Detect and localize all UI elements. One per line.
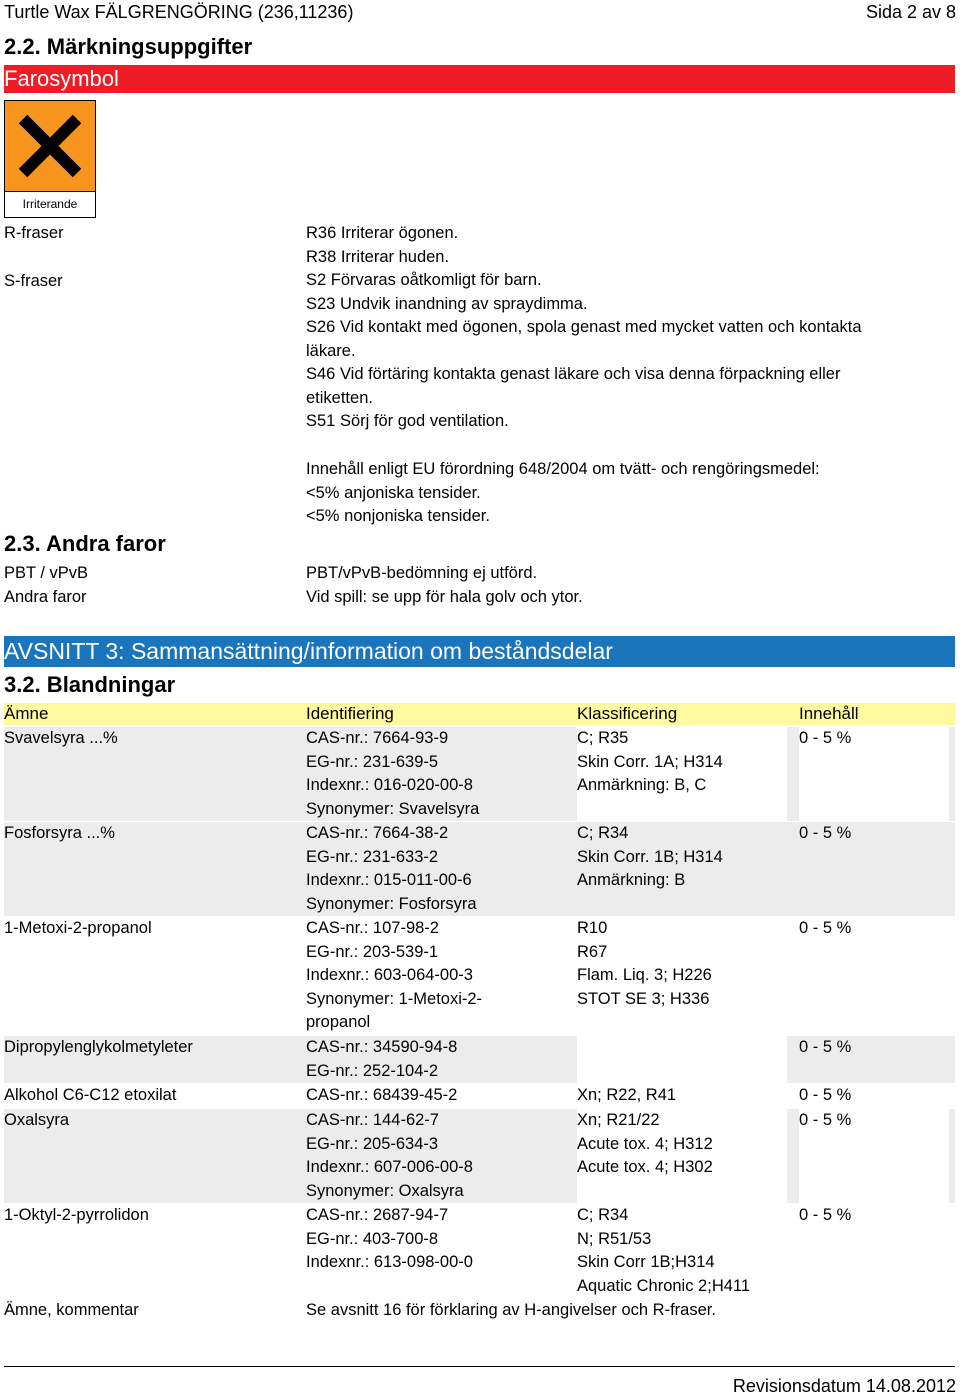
s-phrase: S23 Undvik inandning av spraydimma. bbox=[306, 294, 588, 313]
table-header bbox=[4, 703, 955, 725]
identification-cell bbox=[306, 1204, 566, 1275]
section-heading-2-3: 2.3. Andra faror bbox=[4, 531, 166, 556]
classification-cell bbox=[577, 822, 787, 893]
identification-cell bbox=[306, 917, 566, 1035]
class-line: C; R34 bbox=[577, 824, 629, 842]
class-line: R67 bbox=[577, 942, 608, 961]
ident-line: Synonymer: 1-Metoxi-2- bbox=[306, 989, 483, 1008]
phrases-list bbox=[306, 222, 926, 434]
ident-line: CAS-nr.: 2687-94-7 bbox=[306, 1206, 449, 1224]
footer-divider bbox=[4, 1366, 955, 1367]
ident-line: propanol bbox=[306, 1013, 371, 1031]
comment-value: Se avsnitt 16 för förklaring av H-angivelser och R-fraser. bbox=[306, 1301, 716, 1319]
ident-line: CAS-nr.: 107-98-2 bbox=[306, 919, 439, 937]
r-phrase: R38 Irriterar huden. bbox=[306, 247, 450, 266]
ident-line: Indexnr.: 607-006-00-8 bbox=[306, 1158, 473, 1176]
ident-line: EG-nr.: 205-634-3 bbox=[306, 1134, 439, 1153]
substance-name: Alkohol C6-C12 etoxilat bbox=[4, 1086, 177, 1104]
substance-name: Oxalsyra bbox=[4, 1111, 70, 1129]
ident-line: Synonymer: Oxalsyra bbox=[306, 1181, 464, 1200]
ident-line: Indexnr.: 613-098-00-0 bbox=[306, 1253, 473, 1271]
class-line: R10 bbox=[577, 919, 608, 937]
detergent-info bbox=[306, 458, 926, 529]
class-line: Flam. Liq. 3; H226 bbox=[577, 966, 712, 984]
s-phrase: läkare. bbox=[306, 341, 356, 360]
identification-cell bbox=[306, 1109, 566, 1203]
substance-name: 1-Metoxi-2-propanol bbox=[4, 919, 152, 937]
column-header-classification: Klassificering bbox=[577, 704, 678, 723]
ident-line: Synonymer: Fosforsyra bbox=[306, 894, 477, 913]
page-number: Sida 2 av 8 bbox=[865, 2, 956, 22]
class-line: Skin Corr 1B;H314 bbox=[577, 1253, 715, 1271]
ident-line: CAS-nr.: 144-62-7 bbox=[306, 1111, 439, 1129]
ident-line: CAS-nr.: 68439-45-2 bbox=[306, 1086, 458, 1104]
section-heading-2-2: 2.2. Märkningsuppgifter bbox=[4, 34, 253, 59]
class-line: Skin Corr. 1B; H314 bbox=[577, 847, 723, 866]
other-hazards-label: Andra faror bbox=[4, 588, 87, 606]
ident-line: EG-nr.: 403-700-8 bbox=[306, 1229, 439, 1248]
class-line: Xn; R22, R41 bbox=[577, 1086, 677, 1104]
s-phrase: S46 Vid förtäring kontakta genast läkare och visa denna förpackning eller bbox=[306, 365, 841, 383]
ident-line: Indexnr.: 016-020-00-8 bbox=[306, 776, 473, 794]
hazard-pictogram bbox=[4, 100, 96, 218]
farosymbol-label: Farosymbol bbox=[4, 66, 119, 91]
content-cell: 0 - 5 % bbox=[799, 1038, 852, 1056]
identification-cell bbox=[306, 1036, 566, 1083]
table-row bbox=[4, 1204, 955, 1298]
document-title: Turtle Wax FÄLGRENGÖRING (236,11236) bbox=[4, 2, 354, 22]
classification-cell bbox=[577, 1109, 787, 1203]
ident-line: EG-nr.: 252-104-2 bbox=[306, 1061, 439, 1080]
column-header-substance: Ämne bbox=[4, 704, 49, 723]
table-row bbox=[4, 1109, 955, 1203]
hazard-caption: Irriterande bbox=[4, 192, 96, 218]
ident-line: Indexnr.: 603-064-00-3 bbox=[306, 966, 473, 984]
substance-name: Svavelsyra ...% bbox=[4, 729, 118, 747]
comment-label: Ämne, kommentar bbox=[4, 1301, 139, 1319]
classification-cell bbox=[577, 727, 787, 821]
detergent-line: Innehåll enligt EU förordning 648/2004 om tvätt- och rengöringsmedel: bbox=[306, 460, 820, 478]
ident-line: CAS-nr.: 7664-93-9 bbox=[306, 729, 449, 747]
identification-cell bbox=[306, 822, 566, 916]
s-phrase: S26 Vid kontakt med ögonen, spola genast med mycket vatten och kontakta bbox=[306, 318, 862, 336]
ident-line: CAS-nr.: 7664-38-2 bbox=[306, 824, 449, 842]
s-phrase: etiketten. bbox=[306, 388, 373, 407]
table-row bbox=[4, 1036, 955, 1083]
r-phrase: R36 Irriterar ögonen. bbox=[306, 224, 459, 242]
class-line: C; R34 bbox=[577, 1206, 629, 1224]
section-heading-3-2: 3.2. Blandningar bbox=[4, 672, 176, 697]
ident-line: Synonymer: Svavelsyra bbox=[306, 799, 480, 818]
pbt-label: PBT / vPvB bbox=[4, 564, 89, 582]
section-3-bar bbox=[4, 636, 955, 667]
s-phrases-label: S-fraser bbox=[4, 272, 63, 290]
content-cell: 0 - 5 % bbox=[799, 1109, 949, 1203]
detergent-line: <5% anjoniska tensider. bbox=[306, 483, 481, 502]
revision-date: Revisionsdatum 14.08.2012 bbox=[732, 1376, 956, 1396]
section-3-title: AVSNITT 3: Sammansättning/information om beståndsdelar bbox=[4, 638, 613, 664]
content-cell: 0 - 5 % bbox=[799, 824, 852, 842]
identification-cell bbox=[306, 1084, 566, 1108]
table-row bbox=[4, 917, 955, 1035]
content-cell: 0 - 5 % bbox=[799, 919, 852, 937]
content-cell: 0 - 5 % bbox=[799, 1086, 852, 1104]
detergent-line: <5% nonjoniska tensider. bbox=[306, 507, 490, 525]
class-line: Xn; R21/22 bbox=[577, 1111, 660, 1129]
substance-name: Fosforsyra ...% bbox=[4, 824, 115, 842]
class-line: Aquatic Chronic 2;H411 bbox=[577, 1276, 751, 1295]
s-phrase: S2 Förvaras oåtkomligt för barn. bbox=[306, 271, 542, 289]
table-row bbox=[4, 727, 955, 821]
pbt-value: PBT/vPvB-bedömning ej utförd. bbox=[306, 564, 538, 582]
r-phrases-label: R-fraser bbox=[4, 224, 64, 242]
class-line: Acute tox. 4; H312 bbox=[577, 1134, 713, 1153]
table-row bbox=[4, 1084, 955, 1108]
irritant-x-icon bbox=[4, 100, 96, 192]
classification-cell bbox=[577, 917, 787, 1011]
substance-name: 1-Oktyl-2-pyrrolidon bbox=[4, 1206, 149, 1224]
class-line: N; R51/53 bbox=[577, 1229, 652, 1248]
content-cell: 0 - 5 % bbox=[799, 727, 949, 821]
s-phrase: S51 Sörj för god ventilation. bbox=[306, 412, 509, 430]
ident-line: CAS-nr.: 34590-94-8 bbox=[306, 1038, 458, 1056]
classification-cell bbox=[577, 1204, 787, 1298]
class-line: STOT SE 3; H336 bbox=[577, 989, 710, 1008]
class-line: Acute tox. 4; H302 bbox=[577, 1158, 713, 1176]
class-line: C; R35 bbox=[577, 729, 629, 747]
table-row bbox=[4, 822, 955, 916]
substance-name: Dipropylenglykolmetyleter bbox=[4, 1038, 193, 1056]
classification-cell bbox=[577, 1084, 787, 1108]
classification-cell bbox=[577, 1036, 787, 1083]
ident-line: EG-nr.: 231-633-2 bbox=[306, 847, 439, 866]
column-header-content: Innehåll bbox=[799, 704, 859, 723]
other-hazards-value: Vid spill: se upp för hala golv och ytor. bbox=[306, 588, 583, 606]
column-header-identification: Identifiering bbox=[306, 704, 394, 723]
class-line: Anmärkning: B bbox=[577, 871, 686, 889]
class-line: Skin Corr. 1A; H314 bbox=[577, 752, 723, 771]
farosymbol-bar bbox=[4, 65, 955, 93]
identification-cell bbox=[306, 727, 566, 821]
ident-line: EG-nr.: 231-639-5 bbox=[306, 752, 439, 771]
class-line: Anmärkning: B, C bbox=[577, 776, 707, 794]
ident-line: Indexnr.: 015-011-00-6 bbox=[306, 871, 472, 889]
content-cell: 0 - 5 % bbox=[799, 1206, 852, 1224]
ident-line: EG-nr.: 203-539-1 bbox=[306, 942, 439, 961]
